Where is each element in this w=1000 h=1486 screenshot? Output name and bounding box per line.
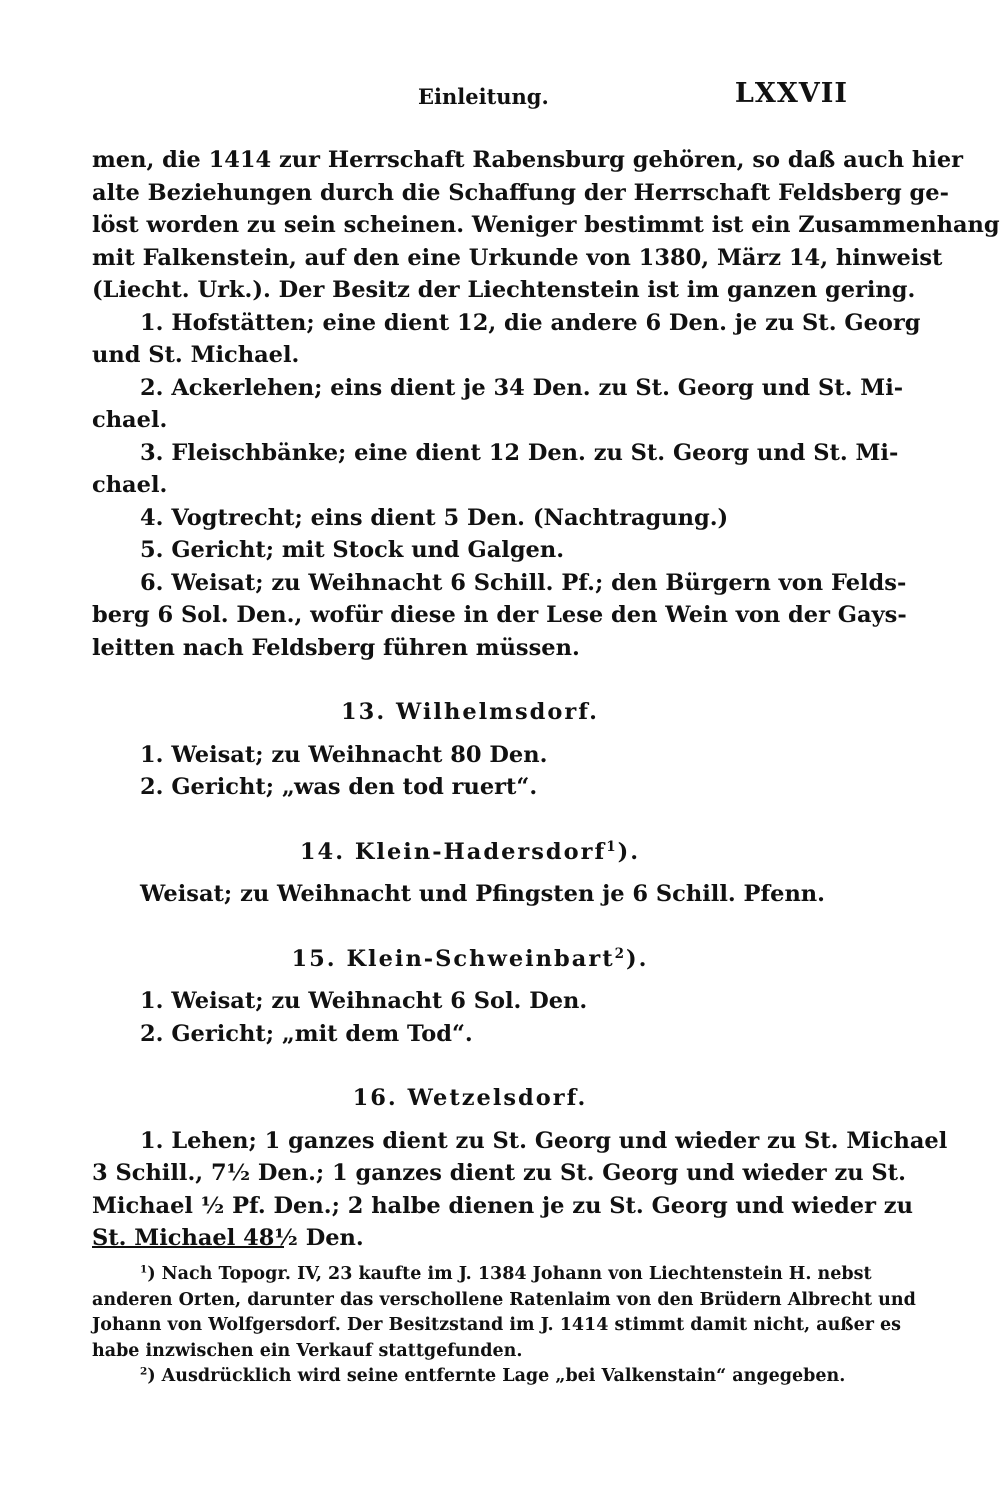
text-line: mit Falkenstein, auf den eine Urkunde von 1380, März 14, hinweist: [92, 244, 943, 271]
footnote-text: ) Ausdrücklich wird seine entfernte Lage „bei Valkenstain“ angegeben.: [147, 1366, 846, 1386]
list-item-continuation: Michael ½ Pf. Den.; 2 halbe dienen je zu St. Georg und wieder zu: [92, 1192, 913, 1219]
body-text: [92, 144, 1000, 1255]
list-item-continuation: leitten nach Feldsberg führen müssen.: [92, 634, 580, 661]
section-heading-text: 15. Klein-Schweinbart: [291, 945, 615, 972]
footnote-divider: [92, 1246, 284, 1248]
text-line: men, die 1414 zur Herrschaft Rabensburg gehören, so daß auch hier: [92, 147, 963, 173]
footnote-ref: 1: [606, 838, 618, 855]
footnotes: [92, 1262, 916, 1390]
section-14: [92, 836, 848, 911]
footnote-line: [92, 1364, 848, 1390]
footnote-mark: 1: [140, 1263, 148, 1276]
list-item: 2. Gericht; „mit dem Tod“.: [140, 1020, 473, 1047]
intro-paragraph: [92, 144, 1000, 307]
list-item: 2. Gericht; „was den tod ruert“.: [140, 774, 538, 800]
list-item: 1. Hofstätten; eine dient 12, die andere 6 Den. je zu St. Georg: [140, 309, 921, 336]
list-item: 2. Ackerlehen; eins dient je 34 Den. zu St. Georg und St. Mi-: [140, 374, 904, 401]
text-line: (Liecht. Urk.). Der Besitz der Liechtenstein ist im ganzen gering.: [92, 277, 916, 303]
list-item: 1. Weisat; zu Weihnacht 6 Sol. Den.: [140, 988, 588, 1014]
section-heading-end: ).: [617, 838, 641, 865]
section-heading-end: ).: [626, 945, 649, 972]
section-heading: 16. Wetzelsdorf.: [352, 1085, 588, 1111]
footnote-ref: 2: [614, 945, 627, 962]
text-line: alte Beziehungen durch die Schaffung der Herrschaft Feldsberg ge-: [92, 179, 949, 206]
list-item-continuation: chael.: [92, 407, 168, 433]
list-item: 1. Lehen; 1 ganzes dient zu St. Georg und wieder zu St. Michael: [140, 1127, 948, 1154]
running-head-title: Einleitung.: [418, 84, 549, 109]
footnote-line: anderen Orten, darunter das verschollene Ratenlaim von den Brüdern Albrecht und: [92, 1289, 916, 1310]
list-item: 4. Vogtrecht; eins dient 5 Den. (Nachtragung.): [140, 504, 729, 531]
list-item: 6. Weisat; zu Weihnacht 6 Schill. Pf.; den Bürgern von Felds-: [140, 569, 907, 596]
section-heading-text: 14. Klein-Hadersdorf: [299, 838, 607, 865]
footnote-text: ) Nach Topogr. IV, 23 kaufte im J. 1384 Johann von Liechtenstein H. nebst: [147, 1264, 872, 1284]
running-head: [92, 78, 848, 118]
page-number: LXXVII: [734, 78, 848, 109]
section-16: [92, 1082, 948, 1255]
footnote-line: habe inzwischen ein Verkauf stattgefunden.: [92, 1340, 523, 1361]
footnote-line: Johann von Wolfgersdorf. Der Besitzstand im J. 1414 stimmt damit nicht, außer es: [92, 1315, 902, 1335]
section-heading: [92, 836, 848, 869]
list-item-continuation: berg 6 Sol. Den., wofür diese in der Lese den Wein von der Gays-: [92, 602, 907, 628]
footnote-1: [92, 1262, 916, 1364]
list-item: 1. Weisat; zu Weihnacht 80 Den.: [140, 741, 548, 768]
footnote-line: [92, 1262, 872, 1288]
text-line: löst worden zu sein scheinen. Weniger bestimmt ist ein Zusammenhang: [92, 212, 1000, 238]
section-15: [92, 943, 848, 1051]
footnote-2: [92, 1364, 848, 1390]
item-list: [92, 307, 921, 665]
list-item-continuation: 3 Schill., 7½ Den.; 1 ganzes dient zu St. Georg und wieder zu St.: [92, 1160, 906, 1186]
section-13: [92, 696, 848, 804]
footnote-mark: 2: [140, 1365, 148, 1378]
text-line: Weisat; zu Weihnacht und Pfingsten je 6 Schill. Pfenn.: [140, 881, 825, 907]
list-item-continuation: St. Michael 48½ Den.: [92, 1225, 364, 1251]
list-item-continuation: und St. Michael.: [92, 342, 300, 368]
section-heading: [92, 943, 848, 976]
list-item: 3. Fleischbänke; eine dient 12 Den. zu St. Georg und St. Mi-: [140, 439, 899, 466]
section-heading: 13. Wilhelmsdorf.: [341, 699, 599, 725]
list-item-continuation: chael.: [92, 472, 168, 498]
list-item: 5. Gericht; mit Stock und Galgen.: [140, 537, 565, 563]
